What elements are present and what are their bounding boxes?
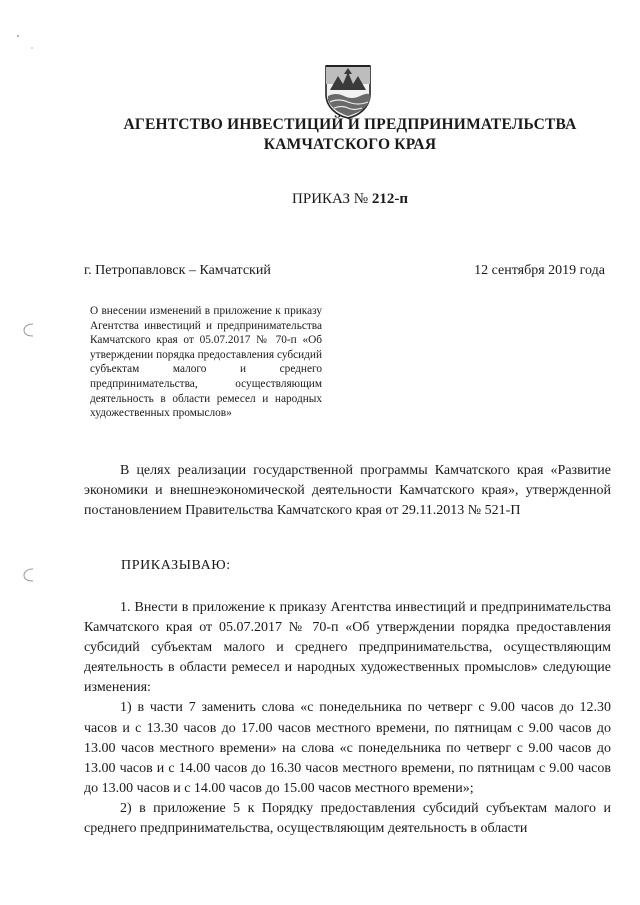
scan-speck-mark <box>8 26 38 56</box>
order-points <box>84 598 611 839</box>
order-point <box>84 598 611 698</box>
agency-name <box>60 115 640 155</box>
preamble-paragraph <box>84 461 611 521</box>
order-subject: О внесении изменений в приложение к приказу Агентства инвестиций и предпринимательства Камчатского края от 05.07.2017 № 70-п «Об утверждении порядка предоставления субсидий субъектам малого и среднего предпринимательства, осуществляющим деятельность в области ремесел и народных художественных промыслов» <box>90 305 322 420</box>
order-number: 212-п <box>371 191 408 207</box>
order-point-text: 1. Внести в приложение к приказу Агентства инвестиций и предпринимательства Камчатского края от 05.07.2017 № 70-п «Об утверждении порядка предоставления субсидий субъектам малого и среднего предпринимательства, осуществляющим деятельность в области ремесел и народных художественных промыслов» следующие изменения: <box>84 600 611 696</box>
preamble-text: В целях реализации государственной программы Камчатского края «Развитие экономики и внешнеэкономической деятельности Камчатского края», утвержденной постановлением Правительства Камчатского края от 29.11.2013 № 521-П <box>84 463 611 519</box>
agency-name-line-2: КАМЧАТСКОГО КРАЯ <box>263 136 437 153</box>
order-date: 12 сентября 2019 года <box>474 263 605 278</box>
order-label: ПРИКАЗ № <box>292 191 369 207</box>
punch-hole-mark <box>22 567 36 583</box>
order-subpoint <box>84 799 611 839</box>
order-subpoint-text: 1) в части 7 заменить слова «с понедельника по четверг с 9.00 часов до 12.30 часов и с 13.30 часов до 17.00 часов местного времени, по пятницам с 9.00 часов до 13.00 часов местного времени» на слова «с понедельника по четверг с 9.00 часов до 13.00 часов и с 14.00 часов до 16.30 часов местного времени, по пятницам с 9.00 часов до 13.00 часов и с 14.00 часов до 15.00 часов местного времени»; <box>84 700 611 796</box>
punch-hole-mark <box>22 322 36 338</box>
place-of-issue: г. Петропавловск – Камчатский <box>84 263 271 278</box>
order-subpoint-text: 2) в приложение 5 к Порядку предоставления субсидий субъектам малого и среднего предпринимательства, осуществляющим деятельность в области <box>84 800 611 837</box>
agency-name-line-1: АГЕНТСТВО ИНВЕСТИЦИЙ И ПРЕДПРИНИМАТЕЛЬСТВА <box>123 116 577 133</box>
order-title <box>60 189 640 209</box>
order-subpoint <box>84 698 611 798</box>
order-word: ПРИКАЗЫВАЮ: <box>121 558 231 573</box>
kamchatka-coat-of-arms-icon <box>322 60 374 120</box>
